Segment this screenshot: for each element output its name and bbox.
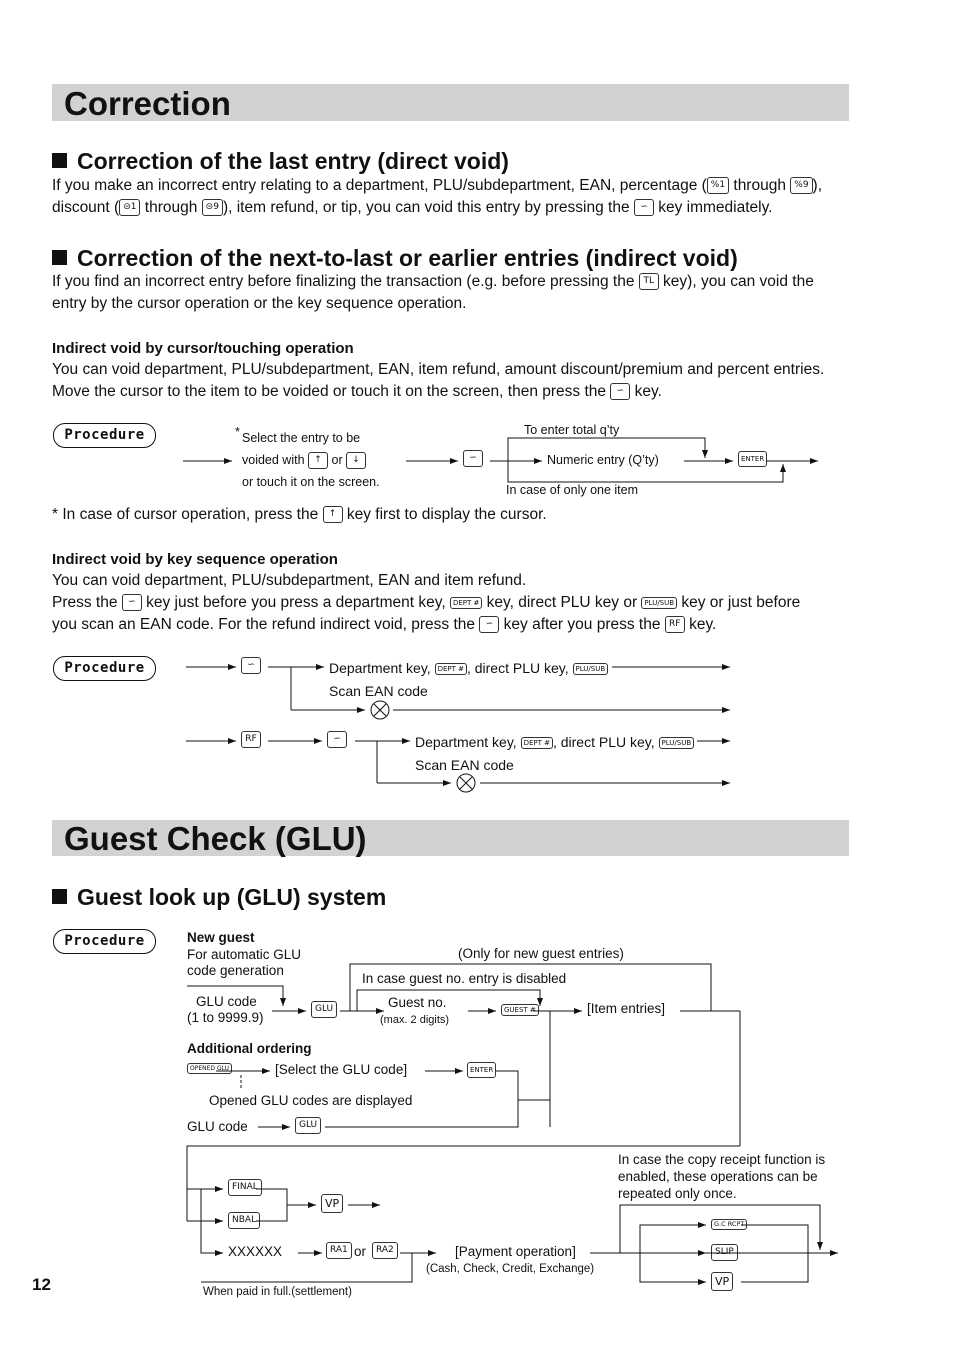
select-glu-label: [Select the GLU code] bbox=[275, 1062, 408, 1077]
item-entries-label: [Item entries] bbox=[587, 1001, 666, 1016]
void-key: ∽ bbox=[479, 616, 499, 633]
dept-key: DEPT # bbox=[450, 597, 482, 609]
proc1-line2: voided with ↑ or ↓ bbox=[242, 452, 366, 469]
ra2-key: RA2 bbox=[372, 1242, 398, 1259]
glu-code-label-2: GLU code bbox=[187, 1119, 248, 1134]
glu-key: GLU bbox=[295, 1117, 321, 1134]
ra1-key: RA1 bbox=[326, 1242, 352, 1259]
down-arrow-key: ↓ bbox=[346, 452, 366, 469]
void-key: ∽ bbox=[327, 731, 347, 748]
direct-void-text: If you make an incorrect entry relating to a department, PLU/subdepartment, EAN, percentage ( %1 through %9 ), discount ( ⊝1 through ⊝9 ), item refund, or tip, you can void this entry by pressing the ∽ key immediately. bbox=[52, 177, 823, 216]
up-arrow-key: ↑ bbox=[323, 506, 343, 523]
pct9-key: %9 bbox=[790, 177, 812, 194]
procedure-label: Procedure bbox=[53, 423, 156, 448]
glu-heading: Guest look up (GLU) system bbox=[52, 886, 386, 909]
or-label: or bbox=[354, 1244, 367, 1259]
asterisk: * bbox=[235, 425, 240, 439]
glu-title: Guest Check (GLU) bbox=[64, 820, 367, 857]
proc2a-dept-line: Department key, DEPT # , direct PLU key, PLU/SUB bbox=[329, 660, 608, 677]
void-key: ∽ bbox=[241, 657, 261, 674]
cursor-op-heading: Indirect void by cursor/touching operation bbox=[52, 340, 354, 357]
disabled-label: In case guest no. entry is disabled bbox=[362, 971, 567, 986]
keyseq-op-heading: Indirect void by key sequence operation bbox=[52, 551, 338, 568]
auto-glu-line2: code generation bbox=[187, 963, 284, 978]
pct1-key: %1 bbox=[707, 177, 729, 194]
final-key: FINAL bbox=[228, 1179, 262, 1196]
vp-key: VP bbox=[321, 1194, 343, 1213]
proc2b-dept-line: Department key, DEPT # , direct PLU key, PLU/SUB bbox=[415, 734, 694, 751]
proc1-line3: or touch it on the screen. bbox=[242, 475, 380, 489]
copy-note-line1: In case the copy receipt function is bbox=[618, 1152, 826, 1167]
indirect-void-heading: Correction of the next-to-last or earlier entries (indirect void) bbox=[52, 247, 738, 270]
nbal-key: NBAL bbox=[228, 1212, 260, 1229]
payment-label: [Payment operation] bbox=[455, 1244, 576, 1259]
void-key: ∽ bbox=[610, 383, 630, 400]
cursor-op-text: You can void department, PLU/subdepartment, EAN, item refund, amount discount/premium and percent entries. Move the cursor to the item to be voided or touch it on the screen, then press the ∽ key. bbox=[52, 361, 825, 400]
up-arrow-key: ↑ bbox=[308, 452, 328, 469]
procedure-label: Procedure bbox=[53, 656, 156, 681]
max-digits-label: (max. 2 digits) bbox=[380, 1014, 450, 1026]
rf-key: RF bbox=[241, 731, 261, 748]
glu-key: GLU bbox=[311, 1001, 337, 1018]
opened-glu-key: OPENED GLU bbox=[187, 1063, 232, 1074]
keyseq-op-text: You can void department, PLU/subdepartment, EAN and item refund. Press the ∽ key just before you press a department key, DEPT # key, direct PLU key or PLU/SUB key or just before you scan an EAN code. For the refund indirect void, press the ∽ key after you press the RF key. bbox=[52, 572, 801, 633]
only-new-label: (Only for new guest entries) bbox=[458, 946, 624, 961]
cursor-note: * In case of cursor operation, press the ↑ key first to display the cursor. bbox=[52, 506, 547, 523]
void-key: ∽ bbox=[122, 594, 142, 611]
enter-key: ENTER bbox=[738, 451, 767, 467]
proc2b-scan-label: Scan EAN code bbox=[415, 757, 514, 773]
plu-sub-key: PLU/SUB bbox=[573, 663, 609, 675]
paid-full-label: When paid in full.(settlement) bbox=[203, 1286, 352, 1298]
guest-key: GUEST # bbox=[501, 1004, 539, 1016]
dept-key: DEPT # bbox=[435, 663, 467, 675]
enter-key: ENTER bbox=[467, 1062, 496, 1078]
glu-code-label: GLU code bbox=[196, 994, 257, 1009]
void-key: ∽ bbox=[463, 450, 483, 467]
copy-note-line3: repeated only once. bbox=[618, 1186, 737, 1201]
copy-note-line2: enabled, these operations can be bbox=[618, 1169, 818, 1184]
plu-sub-key: PLU/SUB bbox=[659, 737, 695, 749]
to-enter-total-label: To enter total q’ty bbox=[524, 423, 620, 437]
numeric-entry-label: Numeric entry (Q’ty) bbox=[547, 453, 659, 467]
only-one-item-label: In case of only one item bbox=[506, 483, 639, 497]
new-guest-label: New guest bbox=[187, 930, 255, 945]
auto-glu-line1: For automatic GLU bbox=[187, 947, 302, 962]
disc9-key: ⊝9 bbox=[202, 199, 223, 216]
disc1-key: ⊝1 bbox=[119, 199, 140, 216]
tl-key: TL bbox=[639, 273, 659, 290]
proc2a-scan-label: Scan EAN code bbox=[329, 683, 428, 699]
xxxxxx-label: XXXXXX bbox=[228, 1244, 283, 1259]
indirect-void-text: If you find an incorrect entry before finalizing the transaction (e.g. before pressing the TL key), you can void the entry by the cursor operation or the key sequence operation. bbox=[52, 273, 814, 312]
correction-title: Correction bbox=[64, 85, 231, 122]
page-number: 12 bbox=[32, 1275, 51, 1294]
vp-key-2: VP bbox=[711, 1272, 733, 1291]
direct-void-heading: Correction of the last entry (direct void) bbox=[52, 150, 509, 173]
additional-ordering-label: Additional ordering bbox=[187, 1041, 312, 1056]
plu-sub-key: PLU/SUB bbox=[641, 597, 677, 609]
dept-key: DEPT # bbox=[521, 737, 553, 749]
glu-code-range: (1 to 9999.9) bbox=[187, 1010, 264, 1025]
rf-key: RF bbox=[665, 616, 685, 633]
opened-displayed-label: Opened GLU codes are displayed bbox=[209, 1093, 413, 1108]
gc-rcpt-key: G.C RCPT bbox=[711, 1219, 747, 1230]
proc1-line1: Select the entry to be bbox=[242, 431, 361, 445]
guest-no-label: Guest no. bbox=[388, 995, 447, 1010]
payment-sub-label: (Cash, Check, Credit, Exchange) bbox=[426, 1263, 595, 1275]
void-key: ∽ bbox=[634, 199, 654, 216]
slip-key: SLIP bbox=[711, 1244, 738, 1261]
procedure-label: Procedure bbox=[53, 929, 156, 954]
